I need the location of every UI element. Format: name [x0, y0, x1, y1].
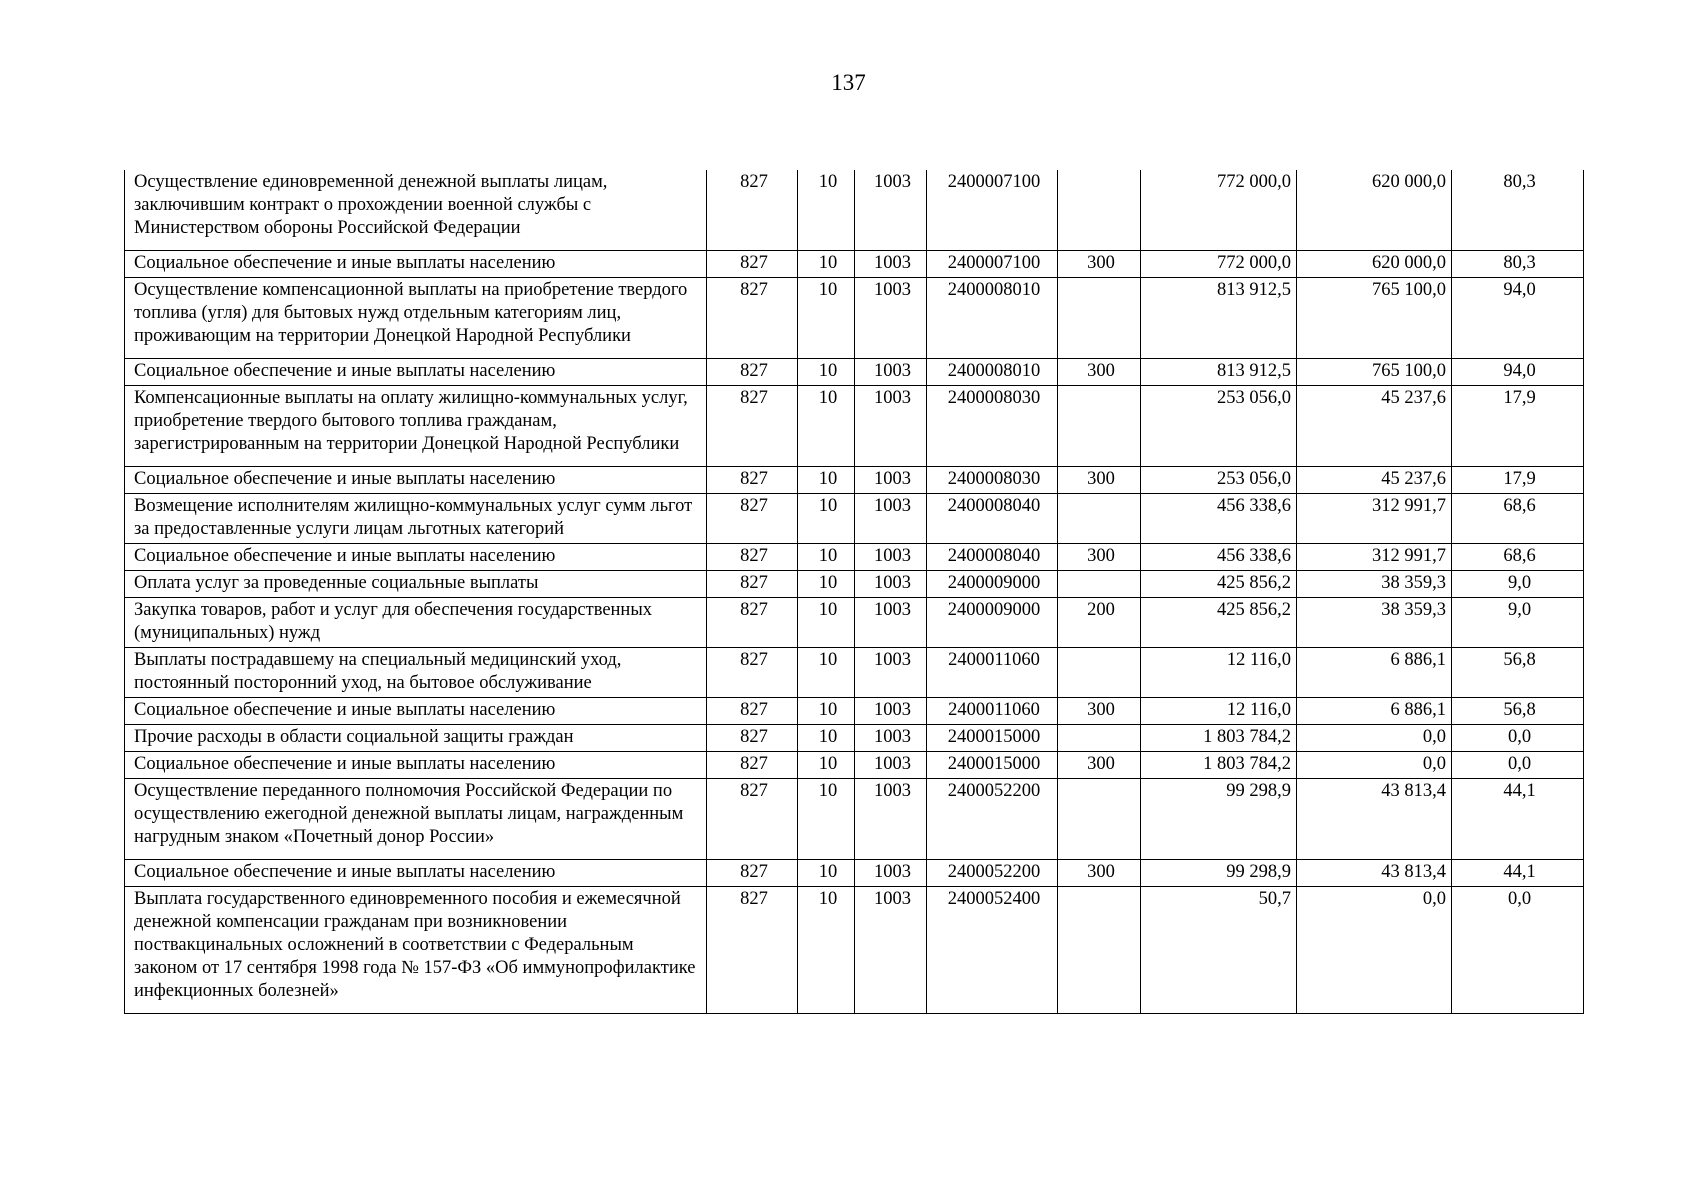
- table-row: [125, 386, 1584, 467]
- cell-section: 10: [798, 494, 855, 544]
- cell-subsection: 1003: [855, 467, 927, 494]
- cell-expense-type: 300: [1058, 467, 1141, 494]
- cell-subsection: 1003: [855, 251, 927, 278]
- cell-percent: 0,0: [1452, 887, 1584, 1014]
- cell-target-article: 2400052200: [927, 860, 1058, 887]
- cell-subsection: 1003: [855, 170, 927, 251]
- cell-target-article: 2400007100: [927, 251, 1058, 278]
- cell-executed: 38 359,3: [1297, 598, 1452, 648]
- table-row: [125, 887, 1584, 1014]
- table-row: [125, 278, 1584, 359]
- cell-name: Социальное обеспечение и иные выплаты населению: [125, 698, 707, 725]
- cell-target-article: 2400011060: [927, 698, 1058, 725]
- cell-expense-type: [1058, 170, 1141, 251]
- cell-grbs: 827: [707, 251, 798, 278]
- cell-grbs: 827: [707, 725, 798, 752]
- table-row: [125, 752, 1584, 779]
- cell-section: 10: [798, 752, 855, 779]
- cell-grbs: 827: [707, 494, 798, 544]
- cell-planned: 813 912,5: [1141, 359, 1297, 386]
- cell-section: 10: [798, 544, 855, 571]
- cell-percent: 68,6: [1452, 494, 1584, 544]
- cell-planned: 253 056,0: [1141, 386, 1297, 467]
- cell-name: Закупка товаров, работ и услуг для обеспечения государственных (муниципальных) нужд: [125, 598, 707, 648]
- cell-grbs: 827: [707, 887, 798, 1014]
- cell-section: 10: [798, 251, 855, 278]
- cell-executed: 620 000,0: [1297, 170, 1452, 251]
- cell-expense-type: 300: [1058, 359, 1141, 386]
- cell-planned: 1 803 784,2: [1141, 752, 1297, 779]
- cell-executed: 312 991,7: [1297, 494, 1452, 544]
- cell-section: 10: [798, 170, 855, 251]
- cell-grbs: 827: [707, 698, 798, 725]
- cell-expense-type: 300: [1058, 752, 1141, 779]
- cell-section: 10: [798, 698, 855, 725]
- cell-target-article: 2400008040: [927, 544, 1058, 571]
- cell-target-article: 2400008010: [927, 278, 1058, 359]
- table-row: [125, 251, 1584, 278]
- cell-grbs: 827: [707, 860, 798, 887]
- cell-target-article: 2400009000: [927, 571, 1058, 598]
- cell-section: 10: [798, 278, 855, 359]
- cell-grbs: 827: [707, 598, 798, 648]
- cell-section: 10: [798, 467, 855, 494]
- cell-name: Социальное обеспечение и иные выплаты населению: [125, 860, 707, 887]
- cell-subsection: 1003: [855, 698, 927, 725]
- cell-grbs: 827: [707, 779, 798, 860]
- cell-section: 10: [798, 725, 855, 752]
- cell-expense-type: [1058, 648, 1141, 698]
- cell-subsection: 1003: [855, 887, 927, 1014]
- cell-percent: 68,6: [1452, 544, 1584, 571]
- cell-executed: 43 813,4: [1297, 860, 1452, 887]
- cell-executed: 0,0: [1297, 887, 1452, 1014]
- cell-expense-type: 200: [1058, 598, 1141, 648]
- cell-planned: 253 056,0: [1141, 467, 1297, 494]
- cell-planned: 99 298,9: [1141, 860, 1297, 887]
- cell-executed: 43 813,4: [1297, 779, 1452, 860]
- cell-percent: 80,3: [1452, 251, 1584, 278]
- cell-percent: 94,0: [1452, 359, 1584, 386]
- cell-expense-type: 300: [1058, 251, 1141, 278]
- cell-executed: 0,0: [1297, 752, 1452, 779]
- cell-subsection: 1003: [855, 648, 927, 698]
- cell-planned: 12 116,0: [1141, 698, 1297, 725]
- cell-planned: 425 856,2: [1141, 571, 1297, 598]
- cell-name: Социальное обеспечение и иные выплаты населению: [125, 467, 707, 494]
- cell-section: 10: [798, 648, 855, 698]
- table-row: [125, 598, 1584, 648]
- cell-subsection: 1003: [855, 725, 927, 752]
- cell-percent: 0,0: [1452, 752, 1584, 779]
- cell-subsection: 1003: [855, 598, 927, 648]
- cell-expense-type: 300: [1058, 544, 1141, 571]
- cell-executed: 620 000,0: [1297, 251, 1452, 278]
- table-row: [125, 779, 1584, 860]
- cell-executed: 45 237,6: [1297, 467, 1452, 494]
- table-row: [125, 698, 1584, 725]
- table-row: [125, 170, 1584, 251]
- cell-executed: 765 100,0: [1297, 278, 1452, 359]
- cell-expense-type: [1058, 571, 1141, 598]
- cell-planned: 99 298,9: [1141, 779, 1297, 860]
- cell-grbs: 827: [707, 170, 798, 251]
- cell-subsection: 1003: [855, 544, 927, 571]
- cell-target-article: 2400015000: [927, 725, 1058, 752]
- cell-name: Осуществление единовременной денежной выплаты лицам, заключившим контракт о прохождении военной службы с Министерством обороны Российской Федерации: [125, 170, 707, 251]
- cell-subsection: 1003: [855, 494, 927, 544]
- cell-percent: 56,8: [1452, 698, 1584, 725]
- cell-executed: 0,0: [1297, 725, 1452, 752]
- cell-percent: 17,9: [1452, 386, 1584, 467]
- cell-target-article: 2400011060: [927, 648, 1058, 698]
- cell-percent: 56,8: [1452, 648, 1584, 698]
- cell-expense-type: [1058, 494, 1141, 544]
- cell-grbs: 827: [707, 544, 798, 571]
- table-row: [125, 725, 1584, 752]
- cell-grbs: 827: [707, 648, 798, 698]
- cell-target-article: 2400008030: [927, 467, 1058, 494]
- cell-subsection: 1003: [855, 779, 927, 860]
- cell-name: Выплаты пострадавшему на специальный медицинский уход, постоянный посторонний уход, на бытовое обслуживание: [125, 648, 707, 698]
- cell-subsection: 1003: [855, 571, 927, 598]
- table-row: [125, 544, 1584, 571]
- cell-subsection: 1003: [855, 860, 927, 887]
- budget-table-body: [125, 170, 1584, 1014]
- cell-subsection: 1003: [855, 386, 927, 467]
- cell-planned: 456 338,6: [1141, 494, 1297, 544]
- cell-planned: 1 803 784,2: [1141, 725, 1297, 752]
- cell-percent: 0,0: [1452, 725, 1584, 752]
- cell-executed: 765 100,0: [1297, 359, 1452, 386]
- cell-name: Оплата услуг за проведенные социальные выплаты: [125, 571, 707, 598]
- cell-planned: 456 338,6: [1141, 544, 1297, 571]
- cell-planned: 813 912,5: [1141, 278, 1297, 359]
- cell-name: Социальное обеспечение и иные выплаты населению: [125, 359, 707, 386]
- table-row: [125, 571, 1584, 598]
- cell-percent: 9,0: [1452, 571, 1584, 598]
- cell-planned: 772 000,0: [1141, 170, 1297, 251]
- cell-expense-type: 300: [1058, 860, 1141, 887]
- cell-expense-type: [1058, 779, 1141, 860]
- cell-expense-type: [1058, 725, 1141, 752]
- cell-name: Социальное обеспечение и иные выплаты населению: [125, 544, 707, 571]
- cell-grbs: 827: [707, 386, 798, 467]
- cell-name: Компенсационные выплаты на оплату жилищно-коммунальных услуг, приобретение твердого бытового топлива гражданам, зарегистрированным на территории Донецкой Народной Республики: [125, 386, 707, 467]
- table-row: [125, 648, 1584, 698]
- cell-name: Социальное обеспечение и иные выплаты населению: [125, 251, 707, 278]
- table-row: [125, 494, 1584, 544]
- cell-planned: 772 000,0: [1141, 251, 1297, 278]
- cell-grbs: 827: [707, 467, 798, 494]
- cell-planned: 50,7: [1141, 887, 1297, 1014]
- cell-grbs: 827: [707, 359, 798, 386]
- cell-expense-type: [1058, 887, 1141, 1014]
- cell-target-article: 2400015000: [927, 752, 1058, 779]
- cell-section: 10: [798, 598, 855, 648]
- cell-executed: 38 359,3: [1297, 571, 1452, 598]
- cell-name: Социальное обеспечение и иные выплаты населению: [125, 752, 707, 779]
- cell-name: Прочие расходы в области социальной защиты граждан: [125, 725, 707, 752]
- cell-target-article: 2400008040: [927, 494, 1058, 544]
- cell-percent: 44,1: [1452, 779, 1584, 860]
- budget-table: [124, 170, 1584, 1014]
- cell-percent: 9,0: [1452, 598, 1584, 648]
- cell-planned: 12 116,0: [1141, 648, 1297, 698]
- cell-name: Возмещение исполнителям жилищно-коммунальных услуг сумм льгот за предоставленные услуги лицам льготных категорий: [125, 494, 707, 544]
- cell-section: 10: [798, 860, 855, 887]
- cell-expense-type: [1058, 278, 1141, 359]
- cell-target-article: 2400008010: [927, 359, 1058, 386]
- cell-planned: 425 856,2: [1141, 598, 1297, 648]
- cell-executed: 312 991,7: [1297, 544, 1452, 571]
- cell-name: Осуществление переданного полномочия Российской Федерации по осуществлению ежегодной денежной выплаты лицам, награжденным нагрудным знаком «Почетный донор России»: [125, 779, 707, 860]
- cell-percent: 80,3: [1452, 170, 1584, 251]
- table-row: [125, 860, 1584, 887]
- cell-target-article: 2400007100: [927, 170, 1058, 251]
- page-number: 137: [831, 70, 866, 95]
- cell-section: 10: [798, 359, 855, 386]
- cell-executed: 6 886,1: [1297, 698, 1452, 725]
- cell-subsection: 1003: [855, 752, 927, 779]
- cell-subsection: 1003: [855, 359, 927, 386]
- cell-percent: 17,9: [1452, 467, 1584, 494]
- cell-executed: 6 886,1: [1297, 648, 1452, 698]
- cell-target-article: 2400052400: [927, 887, 1058, 1014]
- cell-section: 10: [798, 887, 855, 1014]
- cell-section: 10: [798, 571, 855, 598]
- cell-grbs: 827: [707, 571, 798, 598]
- cell-target-article: 2400052200: [927, 779, 1058, 860]
- cell-executed: 45 237,6: [1297, 386, 1452, 467]
- cell-percent: 94,0: [1452, 278, 1584, 359]
- cell-section: 10: [798, 779, 855, 860]
- cell-expense-type: 300: [1058, 698, 1141, 725]
- cell-expense-type: [1058, 386, 1141, 467]
- table-row: [125, 359, 1584, 386]
- cell-subsection: 1003: [855, 278, 927, 359]
- cell-name: Выплата государственного единовременного пособия и ежемесячной денежной компенсации гражданам при возникновении поствакцинальных осложнений в соответствии с Федеральным законом от 17 сентября 1998 года № 157-ФЗ «Об иммунопрофилактике инфекционных болезней»: [125, 887, 707, 1014]
- cell-target-article: 2400009000: [927, 598, 1058, 648]
- cell-percent: 44,1: [1452, 860, 1584, 887]
- cell-grbs: 827: [707, 278, 798, 359]
- cell-grbs: 827: [707, 752, 798, 779]
- table-row: [125, 467, 1584, 494]
- cell-section: 10: [798, 386, 855, 467]
- cell-target-article: 2400008030: [927, 386, 1058, 467]
- cell-name: Осуществление компенсационной выплаты на приобретение твердого топлива (угля) для бытовых нужд отдельным категориям лиц, проживающим на территории Донецкой Народной Республики: [125, 278, 707, 359]
